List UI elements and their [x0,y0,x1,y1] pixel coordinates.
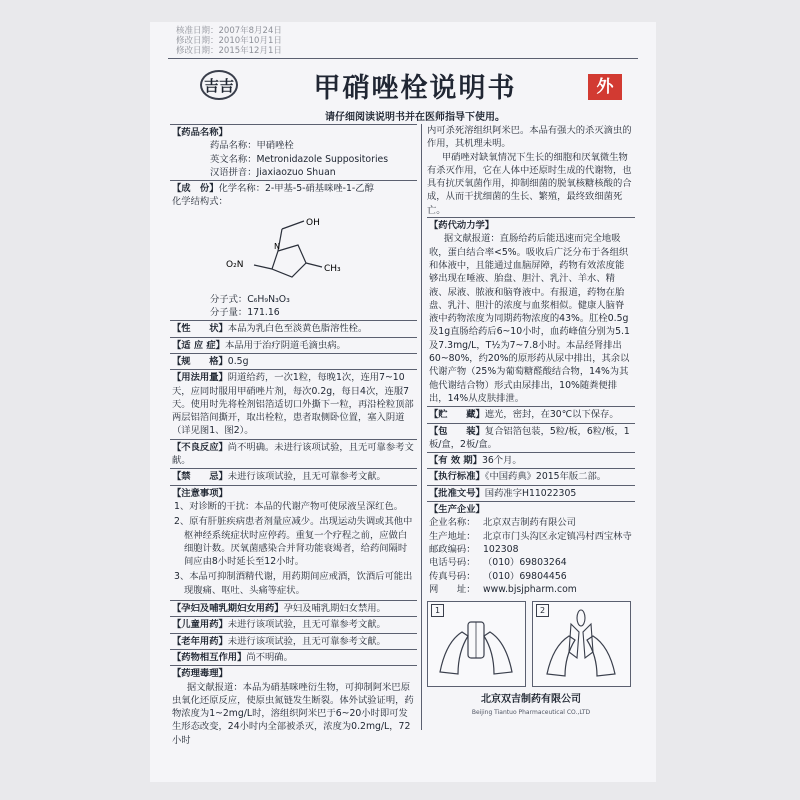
company-name: 北京双吉制药有限公司 [481,694,581,706]
section-pharmacokinetics: 【药代动力学】 据文献报道：直肠给药后能迅速而完全地吸收，蛋白结合率<5%。吸收后广泛分布于各组织和体液中，且能通过血脑屏障，药物有效浓度能够出现在唾液、胎盘、胆汁、乳汁、羊水、精液、尿液、脓液和脑脊液中。有报道，药物在胎盘、乳汁、胆汁的浓度与血浆相似。健康人脑脊液中药物浓度为同期药物浓度的43%。肛栓0.5g及1g直肠给药后6~10小时，血药峰值分别为5.1及7.3mg/L，T½为7~7.8小时。本品经肾排出60~80%，约20%的原形药从尿中排出，其余以代谢产物（25%为葡萄糖醛酸结合物，14%为其他代谢结合物）形式由尿排出，10%随粪便排出，14%从皮肤排泄。 [427,217,635,406]
caution-item: 3、本品可抑制酒精代谢，用药期间应戒酒，饮酒后可能出现腹痛、呕吐、头痛等症状。 [174,571,413,596]
section-name [170,124,417,180]
section-head: 【成 份】 [172,183,219,195]
section-manufacturer: 【生产企业】 企业名称： 北京双吉制药有限公司 生产地址： 北京市门头沟区永定镇冯村西宝林寺 邮政编码： 102308 电话号码： （010）69803264 传真号码： （010）69804456 网 址： www.bjsjpharm.com [427,501,635,597]
name-line: 药品名称：甲硝唑栓 [210,140,294,152]
external-use-badge: 外 [588,74,622,100]
section-validity: 【有 效 期】36个月。 [427,452,635,468]
top-rule [168,58,638,59]
nitrogen-atom: N [274,241,280,251]
date-line: 修改日期：2015年12月1日 [176,46,282,56]
section-approval: 【批准文号】国药准字H11022305 [427,485,635,501]
figure-2 [532,601,631,687]
section-adverse: 【不良反应】尚不明确。未进行该项试验，且无可靠参考文献。 [170,439,417,469]
structure-diagram [208,211,358,291]
subtitle: 请仔细阅读说明书并在医师指导下使用。 [325,112,505,123]
manufacturer-row: 电话号码： （010）69803264 [429,557,567,569]
name-line: 英文名称：Metronidazole Suppositories [210,153,389,165]
section-head: 【药品名称】 [172,127,228,138]
date-line: 修改日期：2010年10月1日 [176,36,282,46]
right-column [427,124,635,720]
page-title: 甲硝唑栓说明书 [313,73,517,104]
structure-label: 化学结构式： [172,196,228,208]
oh-group: OH [306,217,320,228]
chemical-name: 化学名称：2-甲基-5-硝基咪唑-1-乙醇 [218,183,374,195]
figure-1 [427,601,526,687]
manufacturer-row: 网 址： www.bjsjpharm.com [429,583,577,595]
column-divider [421,124,422,730]
section-cautions: 【注意事项】 1、对诊断的干扰：本品的代谢产物可使尿液呈深红色。 2、原有肝脏疾病患者剂量应减少。出现运动失调或其他中枢神经系统症状时应停药。重复一个疗程之前，应做白细胞计数。厌氧菌感染合并肾功能衰竭者，给药间隔时间应由8小时延长至12小时。 3、本品可抑制酒精代谢，用药期间应戒酒，饮酒后可能出现腹痛、呕吐、头痛等症状。 [170,485,417,600]
pharmacology-mechanism: 甲硝唑对缺氧情况下生长的细胞和厌氧微生物有杀灭作用，它在人体中还原时生成的代谢物，也具有抗厌氧菌作用，抑制细菌的脱氧核糖核酸的合成，从而干扰细菌的生长、繁殖，最终致细菌死亡。 [427,151,632,216]
section-storage: 【贮 藏】遮光，密封，在30℃以下保存。 [427,406,635,422]
caution-item: 2、原有肝脏疾病患者剂量应减少。出现运动失调或其他中枢神经系统症状时应停药。重复一个疗程之前，应做白细胞计数。厌氧菌感染合并肾功能衰竭者，给药间隔时间应由8小时延长至12小时。 [174,516,413,568]
nitro-group: O₂N [226,259,244,270]
section-character: 【性 状】本品为乳白色至淡黄色脂溶性栓。 [170,320,417,336]
company-name-en: Beijing Tiantuo Pharmaceutical CO.,LTD [471,709,591,717]
section-indication: 【适 应 症】本品用于治疗阴道毛滴虫病。 [170,337,417,353]
section-elderly: 【老年用药】未进行该项试验，且无可靠参考文献。 [170,633,417,649]
section-standard: 【执行标准】《中国药典》2015年版二部。 [427,468,635,484]
manufacturer-row: 邮政编码： 102308 [429,543,519,555]
section-usage: 【用法用量】阴道给药，一次1粒，每晚1次，连用7~10天，应同时服用甲硝唑片剂，每次0.2g，每日4次，连服7天。使用时先将栓剂铝箔适切口外撕下一粒，再沿栓粒顶部两层铝箔间撕开，取出栓粒，患者取侧卧位置，塞入阴道（详见图1、图2）。 [170,369,417,438]
section-pregnancy: 【孕妇及哺乳期妇女用药】孕妇及哺乳期妇女禁用。 [170,600,417,616]
section-package: 【包 装】复合铝箔包装，5粒/板，6粒/板，1板/盒，2板/盒。 [427,423,635,453]
manufacturer-row: 传真号码： （010）69804456 [429,570,567,582]
left-column [170,124,417,748]
figure-number: 2 [536,604,549,617]
name-line: 汉语拼音：Jiaxiaozuo Shuan [210,166,336,178]
section-contraindication: 【禁 忌】未进行该项试验，且无可靠参考文献。 [170,468,417,484]
section-children: 【儿童用药】未进行该项试验，且无可靠参考文献。 [170,616,417,632]
chemical-structure [208,211,415,291]
manufacturer-row: 企业名称： 北京双吉制药有限公司 [429,517,576,529]
figure-number: 1 [431,604,444,617]
date-line: 核准日期：2007年8月24日 [176,26,282,36]
section-pharmacology: 【药理毒理】 据文献报道：本品为硝基咪唑衍生物，可抑制阿米巴原虫氧化还原反应，使原虫氮链发生断裂。体外试验证明，药物浓度为1~2mg/L时，溶组织阿米巴于6~20小时即可发生形态改变，24小时内全部被杀灭，浓度为0.2mg/L，72小时 [170,665,417,748]
pharmacology-continued: 内可杀死溶组织阿米巴。本品有强大的杀灭滴虫的作用，其机理未明。 [427,125,632,150]
section-spec: 【规 格】0.5g [170,353,417,369]
molecular-weight: 分子量：171.16 [210,307,280,319]
caution-item: 1、对诊断的干扰：本品的代谢产物可使尿液呈深红色。 [174,500,404,512]
usage-figures [427,601,635,687]
section-composition [170,180,417,320]
methyl-group: CH₃ [324,263,341,274]
section-interaction: 【药物相互作用】尚不明确。 [170,649,417,665]
manufacturer-row: 生产地址： 北京市门头沟区永定镇冯村西宝林寺 [429,530,632,542]
company-logo: 吉吉 [200,70,238,100]
molecular-formula: 分子式：C₆H₉N₃O₃ [210,293,290,305]
approval-dates [176,26,282,56]
